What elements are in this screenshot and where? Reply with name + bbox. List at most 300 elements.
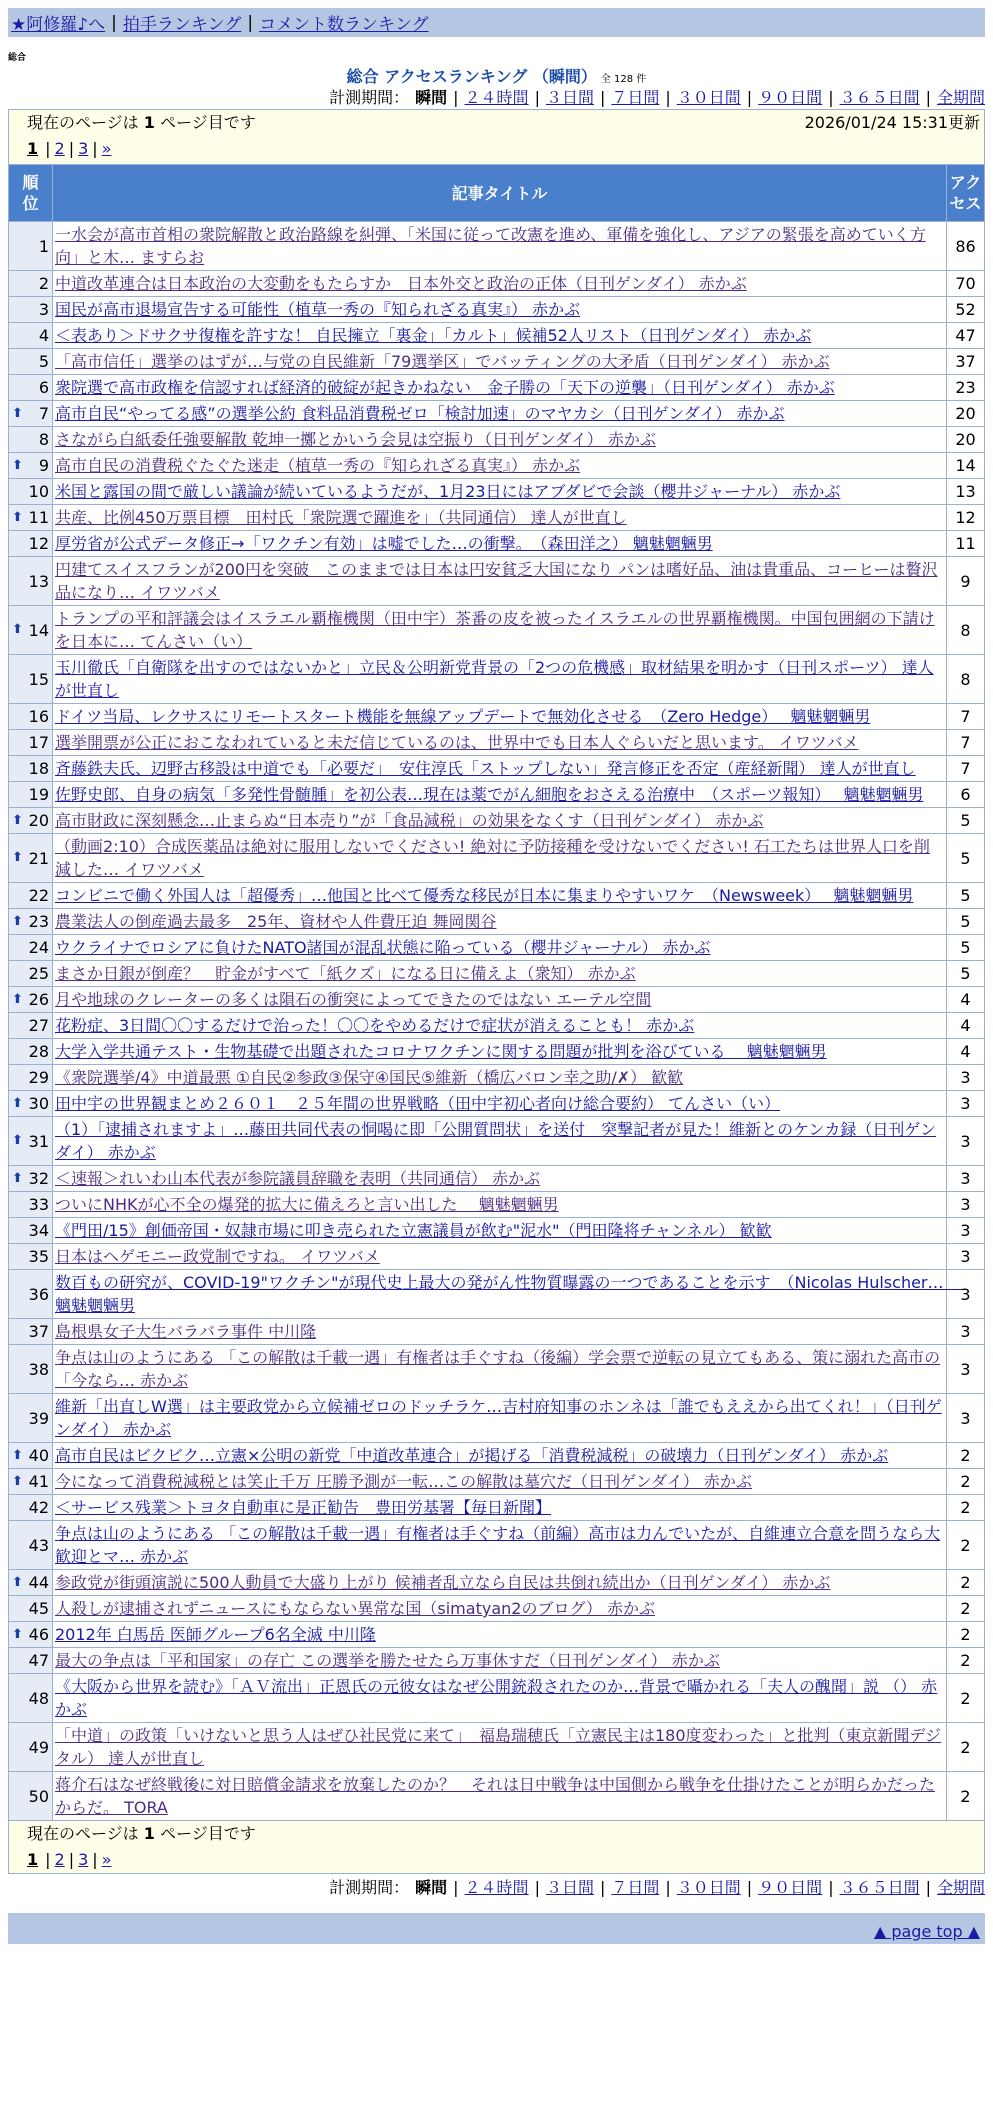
access-count: 7 — [947, 756, 985, 782]
rank-cell — [9, 834, 53, 883]
rank-number: 18 — [28, 759, 49, 778]
period-separator: | — [828, 88, 834, 107]
arrow-up-icon: ⬆ — [12, 405, 23, 421]
rank-number: 17 — [28, 733, 49, 752]
rank-number: 26 — [28, 990, 49, 1009]
arrow-up-icon: ⬆ — [12, 913, 23, 929]
access-count: 2 — [947, 1648, 985, 1674]
rank-number: 21 — [28, 848, 49, 868]
period-option-link[interactable]: ３０日間 — [676, 1878, 741, 1897]
title-cell — [53, 453, 947, 479]
period-option-link[interactable]: ３６５日間 — [839, 88, 920, 107]
access-count: 3 — [947, 1091, 985, 1117]
home-link[interactable]: ★阿修羅♪へ — [11, 15, 106, 35]
rank-cell — [9, 323, 53, 349]
arrow-up-icon: ⬆ — [12, 1133, 23, 1148]
table-row — [9, 505, 985, 531]
article-link[interactable]: 争点は山のようにある 「この解散は千載一遇」有権者は手ぐすね（後編）学会票で逆転の見立てもある、策に溺れた高市の「今なら… 赤かぶ — [55, 1348, 941, 1390]
rank-cell — [9, 453, 53, 479]
rank-number: 7 — [38, 404, 49, 423]
rank-number: 9 — [38, 456, 49, 475]
title-cell — [53, 479, 947, 505]
page-link[interactable]: 2 — [54, 1850, 65, 1869]
title-cell — [53, 1596, 947, 1622]
ranking-title: 総合 アクセスランキング （瞬間） — [346, 67, 597, 86]
period-separator: | — [599, 1878, 606, 1897]
access-count: 3 — [947, 1394, 985, 1443]
title-cell — [53, 1065, 947, 1091]
table-row — [9, 1013, 985, 1039]
table-row — [9, 1218, 985, 1244]
article-link[interactable]: 参政党が街頭演説に500人動員で大盛り上がり 候補者乱立なら自民は共倒れ続出か（日刊ゲンダイ） 赤かぶ — [55, 1573, 831, 1592]
access-count: 2 — [947, 1469, 985, 1495]
article-link[interactable]: 共産、比例450万票目標 田村氏「衆院選で躍進を」（共同通信） 達人が世直し — [55, 508, 627, 527]
table-row — [9, 756, 985, 782]
article-link[interactable]: 数百もの研究が、COVID-19"ワクチン"が現代史上最大の発がん性物質曝露の一つであることを示す （Nicolas Hulscher… 魑魅魍魎男 — [55, 1273, 965, 1315]
clap-ranking-link[interactable]: 拍手ランキング — [122, 15, 242, 35]
title-cell — [53, 935, 947, 961]
rank-cell — [9, 1166, 53, 1192]
title-cell — [53, 323, 947, 349]
rank-cell — [9, 1270, 53, 1319]
article-link[interactable]: 高市自民の消費税ぐたぐた迷走（植草一秀の『知られざる真実』） 赤かぶ — [55, 456, 581, 475]
page-link[interactable]: 3 — [78, 1850, 89, 1869]
title-cell — [53, 1521, 947, 1570]
rank-cell — [9, 1495, 53, 1521]
article-link[interactable]: 島根県女子大生バラバラ事件 中川隆 — [55, 1322, 317, 1341]
pagination — [27, 136, 980, 162]
article-link[interactable]: 今になって消費税減税とは笑止千万 圧勝予測が一転…この解散は墓穴だ（日刊ゲンダイ） 赤かぶ — [55, 1472, 752, 1491]
table-row — [9, 297, 985, 323]
top-nav-bar — [8, 8, 985, 37]
article-link[interactable]: 維新「出直しW選」は主要政党から立候補ゼロのドッチラケ…吉村府知事のホンネは「誰でもええから出てくれ！」（日刊ゲンダイ） 赤かぶ — [55, 1397, 942, 1439]
rank-cell — [9, 1039, 53, 1065]
title-cell — [53, 1166, 947, 1192]
access-count: 3 — [947, 1065, 985, 1091]
access-count: 6 — [947, 782, 985, 808]
updated-timestamp: 2026/01/24 15:31更新 — [804, 113, 980, 132]
title-cell — [53, 1192, 947, 1218]
article-link[interactable]: （動画2:10）合成医薬品は絶対に服用しないでください! 絶対に予防接種を受けないでください! 石工たちは世界人口を削減した… イワツバメ — [55, 837, 930, 879]
access-count: 8 — [947, 655, 985, 704]
access-count: 37 — [947, 349, 985, 375]
rank-cell — [9, 271, 53, 297]
article-link[interactable]: 一水会が高市首相の衆院解散と政治路線を糾弾、「米国に従って改憲を進め、軍備を強化し、アジアの緊張を高めていく方向」と木… ますらお — [55, 225, 926, 267]
page-link[interactable]: 3 — [78, 139, 89, 158]
article-link[interactable]: さながら白紙委任強要解散 乾坤一擲とかいう会見は空振り（日刊ゲンダイ） 赤かぶ — [55, 430, 656, 449]
period-option-link[interactable]: ７日間 — [611, 1878, 660, 1897]
table-row — [9, 1166, 985, 1192]
nav-separator: | — [111, 12, 117, 33]
period-separator: | — [828, 1878, 834, 1897]
article-link[interactable]: 日本はヘゲモニー政党制ですね。 イワツバメ — [55, 1247, 380, 1266]
title-cell — [53, 1270, 965, 1319]
rank-number: 22 — [28, 886, 49, 905]
access-count: 20 — [947, 427, 985, 453]
title-cell — [53, 531, 947, 557]
rank-number: 47 — [28, 1651, 49, 1670]
article-link[interactable]: 厚労省が公式データ修正→「ワクチン有効」は嘘でした…の衝撃。 （森田洋之） 魑魅魍魎男 — [55, 534, 713, 553]
rank-cell — [9, 222, 53, 271]
rank-cell — [9, 1394, 53, 1443]
title-cell — [53, 704, 947, 730]
article-link[interactable]: 佐野史郎、自身の病気「多発性骨髄腫」を初公表…現在は薬でがん細胞をおさえる治療中 （スポーツ報知） 魑魅魍魎男 — [55, 785, 924, 804]
rank-cell — [9, 1469, 53, 1495]
table-row — [9, 1117, 985, 1166]
period-option-link[interactable]: ３日間 — [545, 88, 594, 107]
rank-number: 49 — [28, 1737, 49, 1757]
period-separator: | — [453, 1878, 459, 1897]
table-row — [9, 531, 985, 557]
period-separator: | — [534, 88, 540, 107]
title-cell — [53, 1622, 947, 1648]
rank-number: 36 — [28, 1284, 49, 1304]
rank-cell — [9, 1319, 53, 1345]
article-link[interactable]: 米国と露国の間で厳しい議論が続いているようだが、1月23日にはアブダビで会談（櫻井ジャーナル） 赤かぶ — [55, 482, 841, 501]
article-link[interactable]: 農業法人の倒産過去最多 25年、資材や人件費圧迫 舞岡関谷 — [55, 912, 497, 931]
title-cell — [53, 1674, 947, 1723]
article-link[interactable]: まさか日銀が倒産？ 貯金がすべて「紙クズ」になる日に備えよ（衆知） 赤かぶ — [55, 964, 636, 983]
rank-number: 19 — [28, 785, 49, 804]
period-separator: | — [599, 88, 606, 107]
access-count: 4 — [947, 1013, 985, 1039]
title-cell — [53, 1723, 947, 1772]
rank-number: 2 — [38, 274, 49, 293]
rank-number: 5 — [38, 352, 49, 371]
title-cell — [53, 1345, 947, 1394]
period-selector — [0, 87, 985, 109]
title-cell — [53, 1218, 947, 1244]
access-count: 2 — [947, 1723, 985, 1772]
rank-cell — [9, 427, 53, 453]
period-current: 瞬間 — [415, 88, 448, 107]
table-row — [9, 1495, 985, 1521]
arrow-up-icon: ⬆ — [12, 457, 23, 473]
period-option-link[interactable]: ３日間 — [545, 1878, 594, 1897]
rank-number: 15 — [28, 669, 49, 689]
rank-cell — [9, 808, 53, 834]
arrow-up-icon: ⬆ — [12, 1473, 23, 1489]
article-link[interactable]: 高市自民はビクビク…立憲×公明の新党「中道改革連合」が掲げる「消費税減税」の破壊力（日刊ゲンダイ） 赤かぶ — [55, 1446, 889, 1465]
rank-cell — [9, 1443, 53, 1469]
table-row — [9, 1596, 985, 1622]
arrow-up-icon: ⬆ — [12, 991, 23, 1007]
rank-number: 20 — [28, 811, 49, 830]
period-separator: | — [925, 1878, 931, 1897]
rank-number: 46 — [28, 1625, 49, 1644]
title-cell — [53, 1091, 947, 1117]
rank-cell — [9, 756, 53, 782]
arrow-up-icon: ⬆ — [12, 1095, 23, 1111]
table-row — [9, 557, 985, 606]
table-row — [9, 479, 985, 505]
title-cell — [53, 909, 947, 935]
arrow-up-icon: ⬆ — [12, 509, 23, 525]
access-count: 5 — [947, 883, 985, 909]
title-cell — [53, 655, 947, 704]
table-row — [9, 1319, 985, 1345]
arrow-up-icon: ⬆ — [12, 812, 23, 828]
access-count: 20 — [947, 401, 985, 427]
article-link[interactable]: 《大阪から世界を読む》「ＡＶ流出」正恩氏の元彼女はなぜ公開銃殺されたのか…背景で囁かれる「夫人の醜聞」説 （） 赤かぶ — [55, 1677, 938, 1719]
access-count: 5 — [947, 961, 985, 987]
period-separator: | — [746, 88, 753, 107]
article-link[interactable]: ついにNHKが心不全の爆発的拡大に備えろと言い出した 魑魅魍魎男 — [55, 1195, 559, 1214]
rank-cell — [9, 1091, 53, 1117]
article-link[interactable]: 月や地球のクレーターの多くは隕石の衝突によってできたのではない エーテル空間 — [55, 990, 652, 1009]
access-count: 9 — [947, 557, 985, 606]
article-link[interactable]: 国民が高市退場宣告する可能性（植草一秀の『知られざる真実』） 赤かぶ — [55, 300, 581, 319]
page-info-box — [8, 109, 985, 164]
title-cell — [53, 375, 947, 401]
rank-cell — [9, 1244, 53, 1270]
article-link[interactable]: 「高市信任」選挙のはずが…与党の自民維新「79選挙区」でバッティングの大矛盾（日刊ゲンダイ） 赤かぶ — [55, 352, 830, 371]
table-row — [9, 987, 985, 1013]
article-link[interactable]: 《衆院選挙/4》中道最悪 ①自民②参政③保守④国民⑤維新（橋広バロン幸之助/✗） 歓歓 — [55, 1068, 684, 1087]
current-page-text: 現在のページは 1 ページ目です — [27, 1824, 256, 1843]
article-link[interactable]: 最大の争点は「平和国家」の存亡 この選挙を勝たせたら万事休すだ（日刊ゲンダイ） 赤かぶ — [55, 1651, 720, 1670]
page-top-link[interactable]: ▲ page top ▲ — [873, 1922, 980, 1941]
period-option-link[interactable]: ９０日間 — [758, 1878, 823, 1897]
rank-number: 23 — [28, 912, 49, 931]
table-row — [9, 1345, 985, 1394]
rank-number: 16 — [28, 707, 49, 726]
rank-cell — [9, 782, 53, 808]
access-count: 8 — [947, 606, 985, 655]
page-current: 1 — [27, 139, 39, 158]
access-count: 86 — [947, 222, 985, 271]
access-count: 14 — [947, 453, 985, 479]
article-link[interactable]: 高市財政に深刻懸念…止まらぬ“日本売り”が「食品減税」の効果をなくす（日刊ゲンダイ） 赤かぶ — [55, 811, 764, 830]
rank-number: 37 — [28, 1322, 49, 1341]
page-title — [0, 67, 993, 87]
access-count: 2 — [947, 1570, 985, 1596]
table-row — [9, 323, 985, 349]
article-link[interactable]: 蒋介石はなぜ終戦後に対日賠償金請求を放棄したのか？ それは日中戦争は中国側から戦争を仕掛けたことが明らかだったからだ。 TORA — [55, 1775, 936, 1817]
table-row — [9, 730, 985, 756]
access-count: 3 — [947, 1218, 985, 1244]
rank-number: 50 — [28, 1786, 49, 1806]
rank-cell — [9, 375, 53, 401]
title-cell — [53, 1469, 947, 1495]
table-row — [9, 375, 985, 401]
title-cell — [53, 271, 947, 297]
title-cell — [53, 834, 947, 883]
rank-number: 41 — [28, 1472, 49, 1491]
article-link[interactable]: ＜速報＞れいわ山本代表が参院議員辞職を表明（共同通信） 赤かぶ — [55, 1169, 541, 1188]
table-row — [9, 1723, 985, 1772]
rank-number: 30 — [28, 1094, 49, 1113]
rank-number: 44 — [28, 1573, 49, 1592]
table-row — [9, 1674, 985, 1723]
title-cell — [53, 606, 947, 655]
table-row — [9, 401, 985, 427]
article-link[interactable]: （1）「逮捕されますよ」…藤田共同代表の恫喝に即「公開質問状」を送付 突撃記者が見た！維新とのケンカ録（日刊ゲンダイ） 赤かぶ — [55, 1120, 937, 1162]
period-separator: | — [534, 1878, 540, 1897]
rank-number: 43 — [28, 1535, 49, 1555]
access-count: 47 — [947, 323, 985, 349]
table-row — [9, 1091, 985, 1117]
rank-cell — [9, 987, 53, 1013]
article-link[interactable]: ウクライナでロシアに負けたNATO諸国が混乱状態に陥っている（櫻井ジャーナル） 赤かぶ — [55, 938, 711, 957]
access-count: 2 — [947, 1772, 985, 1821]
table-row — [9, 453, 985, 479]
table-row — [9, 704, 985, 730]
access-count: 12 — [947, 505, 985, 531]
rank-number: 34 — [28, 1221, 49, 1240]
access-count: 3 — [947, 1117, 985, 1166]
period-separator: | — [925, 88, 931, 107]
rank-cell — [9, 1648, 53, 1674]
access-count: 3 — [947, 1319, 985, 1345]
rank-number: 8 — [38, 430, 49, 449]
rank-number: 11 — [28, 508, 49, 527]
access-count: 3 — [947, 1270, 985, 1319]
page-link[interactable]: 2 — [54, 139, 65, 158]
period-label: 計測期間： — [329, 1878, 410, 1897]
article-link[interactable]: ＜サービス残業＞トヨタ自動車に是正勧告 豊田労基署【毎日新聞】 — [55, 1498, 552, 1517]
table-row — [9, 1772, 985, 1821]
rank-cell — [9, 1013, 53, 1039]
rank-cell — [9, 1117, 53, 1166]
next-page-link[interactable]: » — [101, 1850, 112, 1869]
rank-number: 4 — [38, 326, 49, 345]
period-option-link[interactable]: ２４時間 — [464, 88, 529, 107]
rank-cell — [9, 531, 53, 557]
rank-cell — [9, 1772, 53, 1821]
access-count: 2 — [947, 1596, 985, 1622]
access-count: 7 — [947, 704, 985, 730]
table-row — [9, 427, 985, 453]
rank-cell — [9, 655, 53, 704]
access-count: 5 — [947, 808, 985, 834]
access-count: 5 — [947, 909, 985, 935]
rank-number: 1 — [38, 236, 49, 256]
item-count: 全 128 件 — [600, 74, 647, 85]
next-page-link[interactable]: » — [101, 139, 112, 158]
table-header-row — [9, 165, 985, 222]
access-count: 3 — [947, 1166, 985, 1192]
period-separator: | — [665, 1878, 671, 1897]
table-row — [9, 655, 985, 704]
article-link[interactable]: 円建てスイスフランが200円を突破 このままでは日本は円安貧乏大国になり パンは嗜好品、油は貴重品、コーヒーは贅沢品になり… イワツバメ — [55, 560, 938, 602]
title-cell — [53, 1443, 947, 1469]
rank-cell — [9, 935, 53, 961]
period-option-link[interactable]: ２４時間 — [464, 1878, 529, 1897]
period-option-link[interactable]: ７日間 — [611, 88, 660, 107]
article-link[interactable]: トランプの平和評議会はイスラエル覇権機関（田中宇）茶番の皮を被ったイスラエルの世界覇権機関。中国包囲網の下請けを日本に… てんさい（い） — [55, 609, 935, 651]
access-count: 5 — [947, 935, 985, 961]
access-count: 5 — [947, 834, 985, 883]
rank-cell — [9, 704, 53, 730]
rank-cell — [9, 961, 53, 987]
table-row — [9, 271, 985, 297]
table-row — [9, 961, 985, 987]
access-count: 2 — [947, 1674, 985, 1723]
rank-cell — [9, 479, 53, 505]
access-count: 4 — [947, 987, 985, 1013]
rank-number: 48 — [28, 1688, 49, 1708]
rank-cell — [9, 1570, 53, 1596]
period-separator: | — [453, 88, 459, 107]
access-count: 4 — [947, 1039, 985, 1065]
title-cell — [53, 401, 947, 427]
article-link[interactable]: 中道改革連合は日本政治の大変動をもたらすか 日本外交と政治の正体（日刊ゲンダイ） 赤かぶ — [55, 274, 747, 293]
arrow-up-icon: ⬆ — [12, 850, 23, 865]
access-count: 7 — [947, 730, 985, 756]
rank-cell — [9, 297, 53, 323]
bottom-bar — [8, 1913, 985, 1944]
title-header: 記事タイトル — [53, 165, 947, 222]
table-row — [9, 1065, 985, 1091]
title-cell — [53, 349, 947, 375]
article-link[interactable]: 花粉症、3日間〇〇するだけで治った！〇〇をやめるだけで症状が消えることも！ 赤かぶ — [55, 1016, 695, 1035]
period-current: 瞬間 — [415, 1878, 448, 1897]
article-link[interactable]: ＜表あり＞ドサクサ復権を許すな！ 自民擁立「裏金」「カルト」候補52人リスト（日刊ゲンダイ） 赤かぶ — [55, 326, 812, 345]
rank-number: 38 — [28, 1359, 49, 1379]
article-link[interactable]: 玉川徹氏「自衛隊を出すのではないかと」立民＆公明新党背景の「2つの危機感」取材結果を明かす（日刊スポーツ） 達人が世直し — [55, 658, 934, 700]
article-link[interactable]: 斉藤鉄夫氏、辺野古移設は中道でも「必要だ」 安住淳氏「ストップしない」発言修正を否定（産経新聞） 達人が世直し — [55, 759, 916, 778]
article-link[interactable]: 衆院選で高市政権を信認すれば経済的破綻が起きかねない 金子勝の「天下の逆襲」（日刊ゲンダイ） 赤かぶ — [55, 378, 835, 397]
title-cell — [53, 1319, 947, 1345]
article-link[interactable]: 2012年 白馬岳 医師グループ6名全滅 中川隆 — [55, 1625, 376, 1644]
article-link[interactable]: 「中道」の政策「いけないと思う人はぜひ社民党に来て」 福島瑞穂氏「立憲民主は180度変わった」と批判（東京新聞デジタル） 達人が世直し — [55, 1726, 942, 1768]
article-link[interactable]: 田中宇の世界観まとめ２６０１ ２５年間の世界戦略（田中宇初心者向け総合要約） てんさい（い） — [55, 1094, 781, 1113]
access-count: 13 — [947, 479, 985, 505]
period-option-link[interactable]: ３０日間 — [676, 88, 741, 107]
comment-ranking-link[interactable]: コメント数ランキング — [259, 15, 429, 35]
period-separator: | — [746, 1878, 753, 1897]
period-option-link[interactable]: 全期間 — [936, 1878, 985, 1897]
arrow-up-icon: ⬆ — [12, 1574, 23, 1590]
title-cell — [53, 808, 947, 834]
rank-number: 10 — [28, 482, 49, 501]
article-link[interactable]: コンビニで働く外国人は「超優秀」…他国と比べて優秀な移民が日本に集まりやすいワケ （Newsweek） 魑魅魍魎男 — [55, 886, 914, 905]
article-link[interactable]: 高市自民“やってる感”の選挙公約 食料品消費税ゼロ「検討加速」のマヤカシ（日刊ゲンダイ） 赤かぶ — [55, 404, 785, 423]
rank-cell — [9, 909, 53, 935]
title-cell — [53, 730, 947, 756]
period-option-link[interactable]: ９０日間 — [758, 88, 823, 107]
rank-cell — [9, 1065, 53, 1091]
page-separator: | — [92, 139, 98, 158]
table-row — [9, 1394, 985, 1443]
access-count: 3 — [947, 1345, 985, 1394]
article-link[interactable]: 選挙開票が公正におこなわれていると未だ信じているのは、世界中でも日本人ぐらいだと思います。 イワツバメ — [55, 733, 859, 752]
table-row — [9, 1192, 985, 1218]
page-separator: | — [45, 139, 51, 158]
rank-cell — [9, 349, 53, 375]
title-cell — [53, 1117, 947, 1166]
article-link[interactable]: ドイツ当局、レクサスにリモートスタート機能を無線アップデートで無効化させる （Zero Hedge） 魑魅魍魎男 — [55, 707, 871, 726]
article-link[interactable]: 争点は山のようにある 「この解散は千載一遇」有権者は手ぐすね（前編）高市は力んでいたが、自維連立合意を問うなら大歓迎とマ… 赤かぶ — [55, 1524, 941, 1566]
period-option-link[interactable]: 全期間 — [936, 88, 985, 107]
article-link[interactable]: 人殺しが逮捕されずニュースにもならない異常な国（simatyan2のブログ） 赤かぶ — [55, 1599, 656, 1618]
rank-cell — [9, 505, 53, 531]
article-link[interactable]: 《門田/15》創価帝国・奴隷市場に叩き売られた立憲議員が飲む"泥水"（門田隆将チャンネル） 歓歓 — [55, 1221, 772, 1240]
table-row — [9, 1443, 985, 1469]
table-row — [9, 808, 985, 834]
rank-number: 33 — [28, 1195, 49, 1214]
table-row — [9, 1521, 985, 1570]
table-row — [9, 1570, 985, 1596]
period-option-link[interactable]: ３６５日間 — [839, 1878, 920, 1897]
table-row — [9, 349, 985, 375]
title-cell — [53, 1648, 947, 1674]
page-separator: | — [45, 1850, 51, 1869]
access-count: 2 — [947, 1521, 985, 1570]
access-count: 2 — [947, 1622, 985, 1648]
article-link[interactable]: 大学入学共通テスト・生物基礎で出題されたコロナワクチンに関する問題が批判を浴びている 魑魅魍魎男 — [55, 1042, 827, 1061]
